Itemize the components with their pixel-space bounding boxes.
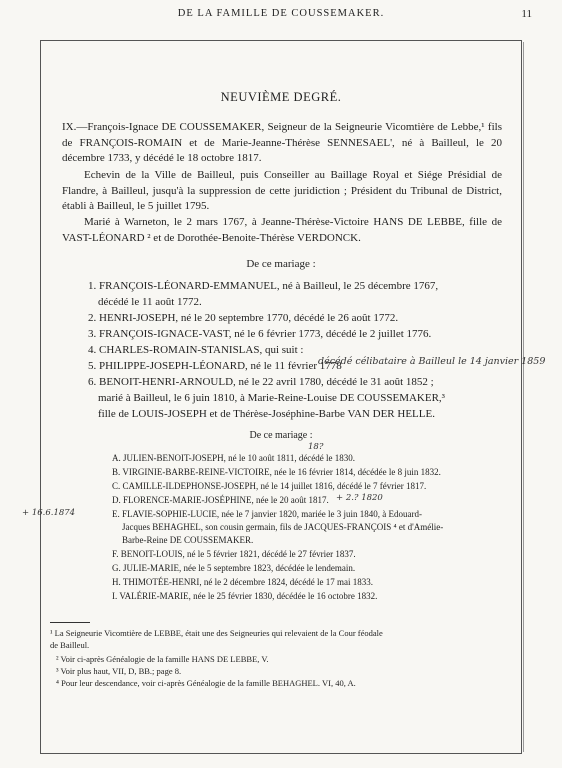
page-number: 11 (521, 8, 532, 20)
grandchild-line: G. JULIE-MARIE, née le 5 septembre 1823, décédée le lendemain. (112, 563, 356, 573)
child-line: 5. PHILIPPE-JOSEPH-LÉONARD, né le 11 février 1778 (88, 360, 342, 372)
grandchild-line: F. BENOIT-LOUIS, né le 5 février 1821, décédé le 27 février 1837. (112, 549, 356, 559)
de-ce-mariage-heading-1: De ce mariage : (246, 258, 316, 270)
child-line: fille de LOUIS-JOSEPH et de Thérèse-Joséphine-Barbe VAN DER HELLE. (98, 408, 435, 420)
entry-paragraph-1: IX.—François-Ignace DE COUSSEMAKER, Seigneur de la Seigneurie Vicomtière de Lebbe,¹ fils de FRANÇOIS-ROMAIN et de Marie-Jeanne-Thérèse SENNESAEL', né à Bailleul, le 20 décembre 1733, y décédé le 18 octobre 1817. (62, 121, 502, 164)
grandchild-line: Barbe-Reine DE COUSSEMAKER. (122, 535, 254, 545)
child-line: 3. FRANÇOIS-IGNACE-VAST, né le 6 février 1773, décédé le 2 juillet 1776. (88, 328, 432, 340)
footnote: ¹ La Seigneurie Vicomtière de LEBBE, était une des Seigneuries qui relevaient de la Cour féodale (50, 628, 383, 638)
footnote-rule (50, 622, 90, 623)
entry-paragraph-2: Echevin de la Ville de Bailleul, puis Conseiller au Baillage Royal et Siége Présidial de Flandre, à Bailleul, jusqu'à la suppression de cette juridiction ; Président du Tribunal de District, établi à Bailleul, le 5 juillet 1795. (62, 169, 502, 212)
grandchild-line: B. VIRGINIE-BARBE-REINE-VICTOIRE, née le 16 février 1814, décédée le 8 juin 1832. (112, 467, 441, 477)
child-line: décédé le 11 août 1772. (98, 296, 202, 308)
handwritten-note: + 16.6.1874 (22, 508, 76, 518)
grandchild-line: C. CAMILLE-ILDEPHONSE-JOSEPH, né le 14 juillet 1816, décédé le 7 février 1817. (112, 481, 427, 491)
footnote: ⁴ Pour leur descendance, voir ci-après Généalogie de la famille BEHAGHEL. VI, 40, A. (56, 678, 356, 688)
footnote: ² Voir ci-après Généalogie de la famille HANS DE LEBBE, V. (56, 654, 269, 664)
child-line: 6. BENOIT-HENRI-ARNOULD, né le 22 avril 1780, décédé le 31 août 1852 ; (88, 376, 434, 388)
handwritten-note: 18? (308, 442, 324, 452)
handwritten-note: décédé célibataire à Bailleul le 14 janvier 1859 (318, 356, 546, 367)
child-line: 2. HENRI-JOSEPH, né le 20 septembre 1770, décédé le 26 août 1772. (88, 312, 399, 324)
grandchild-line: H. THIMOTÉE-HENRI, né le 2 décembre 1824, décédé le 17 mai 1833. (112, 577, 374, 587)
grandchild-line: Jacques BEHAGHEL, son cousin germain, fils de JACQUES-FRANÇOIS ⁴ et d'Amélie- (122, 522, 444, 532)
grandchild-line: D. FLORENCE-MARIE-JOSÉPHINE, née le 20 août 1817. (112, 495, 329, 505)
handwritten-note: + 2.? 1820 (336, 493, 383, 503)
page-frame-edge (515, 42, 524, 752)
child-line: marié à Bailleul, le 6 juin 1810, à Marie-Reine-Louise DE COUSSEMAKER,³ (98, 392, 445, 404)
grandchild-line: A. JULIEN-BENOIT-JOSEPH, né le 10 août 1811, décédé le 1830. (112, 453, 356, 463)
footnote: de Bailleul. (50, 640, 90, 650)
footnote: ³ Voir plus haut, VII, D, BB.; page 8. (56, 666, 182, 676)
de-ce-mariage-heading-2: De ce mariage : (249, 430, 313, 441)
section-title: NEUVIÈME DEGRÉ. (220, 90, 342, 104)
running-title: DE LA FAMILLE DE COUSSEMAKER. (177, 8, 385, 19)
child-line: 4. CHARLES-ROMAIN-STANISLAS, qui suit : (88, 344, 304, 356)
grandchild-line: E. FLAVIE-SOPHIE-LUCIE, née le 7 janvier 1820, mariée le 3 juin 1840, à Edouard- (112, 509, 423, 519)
grandchild-line: I. VALÉRIE-MARIE, née le 25 février 1830, décédée le 16 octobre 1832. (112, 591, 378, 601)
child-line: 1. FRANÇOIS-LÉONARD-EMMANUEL, né à Bailleul, le 25 décembre 1767, (88, 280, 439, 292)
entry-paragraph-3: Marié à Warneton, le 2 mars 1767, à Jeanne-Thérèse-Victoire HANS DE LEBBE, fille de VAST-LÉONARD ² et de Dorothée-Benoite-Thérèse VERDONCK. (62, 216, 502, 244)
